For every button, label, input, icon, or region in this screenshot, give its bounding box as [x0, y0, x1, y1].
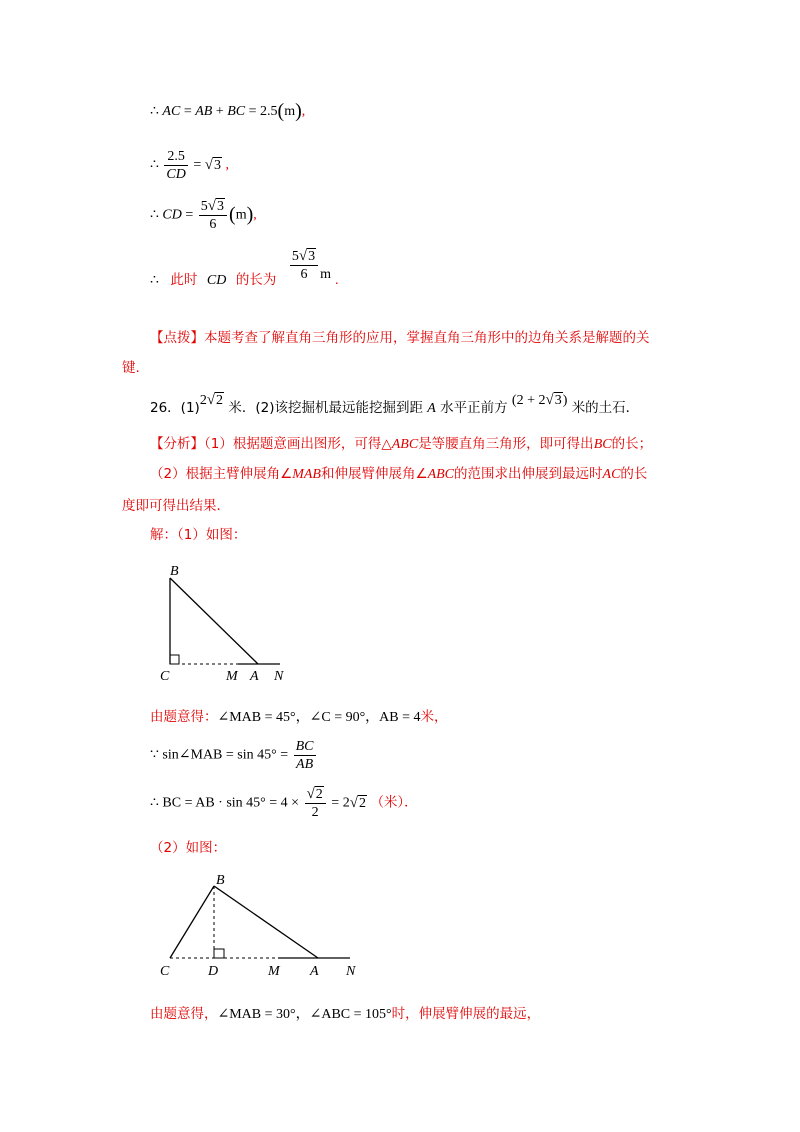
question-26-answer: 26．(1)2√2 米．(2)该挖掘机最远能挖掘到距 A 水平正前方 (2 + 2√3) 米的土石． — [150, 392, 640, 416]
label-n: N — [274, 669, 284, 684]
right-angle-mark — [214, 949, 224, 958]
given-line-1: 由题意得：∠MAB = 45°，∠C = 90°，AB = 4米， — [150, 709, 448, 725]
segment-ba — [170, 578, 258, 664]
therefore-symbol: ∴ — [150, 104, 159, 119]
segment-bc — [170, 886, 214, 958]
label-c: C — [160, 964, 170, 979]
segment-ba — [214, 886, 318, 958]
label-b: B — [216, 873, 225, 888]
solution-label: 解：（1）如图： — [150, 527, 247, 543]
right-angle-mark — [170, 655, 179, 664]
comment-text: 【点拨】本题考查了解直角三角形的应用，掌握直角三角形中的边角关系是解题的关 — [150, 330, 650, 346]
comment-text-cont: 键. — [122, 360, 140, 376]
label-m: M — [268, 964, 280, 979]
figure-1-diagram — [150, 558, 310, 688]
analysis-line-2: （2）根据主臂伸展角∠MAB和伸展臂伸展角∠ABC的范围求出伸展到最远时AC的长 — [150, 466, 648, 482]
analysis-line-3: 度即可得出结果． — [122, 498, 230, 514]
figure-2-diagram — [150, 868, 380, 988]
label-n: N — [346, 964, 356, 979]
part-2-label: （2）如图： — [150, 840, 227, 856]
equation-ac: ∴ AC = AB + BC = 2.5(m), — [150, 100, 306, 122]
equation-cd: ∴ CD = $\frac{5√3}{6}$ (m), — [150, 198, 257, 232]
given-line-2: 由题意得，∠MAB = 30°，∠ABC = 105°时，伸展臂伸展的最远， — [150, 1006, 541, 1022]
sine-relation: ∵ sin∠MAB = sin 45° = $\frac{BC}{AB}$ — [150, 739, 314, 772]
label-a: A — [250, 669, 259, 684]
label-m: M — [226, 669, 238, 684]
label-b: B — [170, 564, 179, 579]
conclusion-cd: ∴ 此时 CD 的长为 $\frac{5√3}{6}$ m . — [150, 248, 339, 288]
bc-computation: ∴ BC = AB · sin 45° = 4 × $\frac{√2}{2}$ = 2√2 （米）． — [150, 786, 418, 820]
equation-ratio: ∴ $\frac{2.5}{CD}$ = √3 , — [150, 149, 230, 182]
analysis-line-1: 【分析】（1）根据题意画出图形，可得△ABC是等腰直角三角形，即可得出BC的长； — [150, 436, 653, 452]
label-d: D — [208, 964, 219, 979]
label-c: C — [160, 669, 170, 684]
label-a: A — [310, 964, 319, 979]
